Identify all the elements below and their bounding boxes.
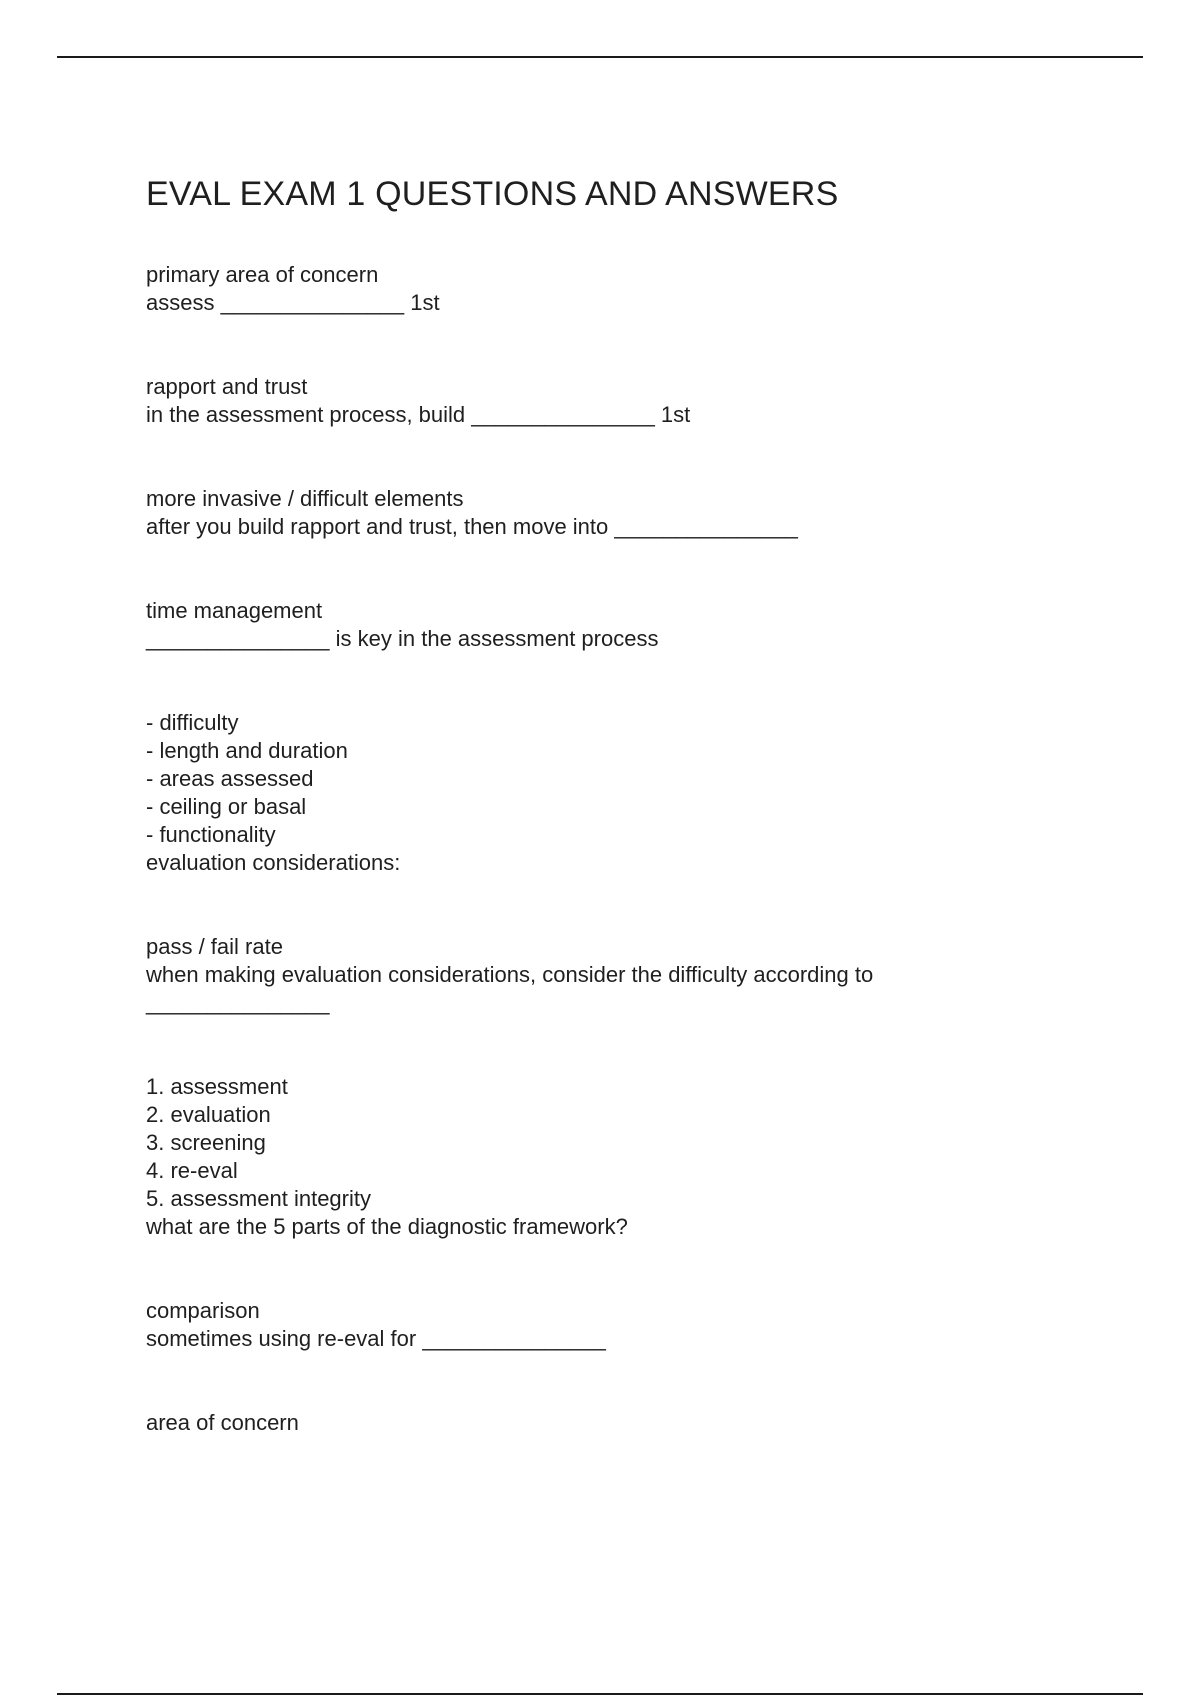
flashcard-9 [146,1409,1146,1437]
answer-line: 2. evaluation [146,1102,271,1127]
question-line: sometimes using re-eval for _______________ [146,1326,606,1351]
question-line: after you build rapport and trust, then move into _______________ [146,514,798,539]
answer-line: more invasive / difficult elements [146,486,464,511]
flashcard-1 [146,261,1146,317]
question-line: when making evaluation considerations, consider the difficulty according to _______________ [146,962,880,1015]
flashcard-7 [146,1073,1146,1241]
answer-line: - areas assessed [146,766,314,791]
question-line: assess _______________ 1st [146,290,440,315]
question-line: what are the 5 parts of the diagnostic framework? [146,1214,628,1239]
answer-line: - length and duration [146,738,348,763]
answer-line: 5. assessment integrity [146,1186,371,1211]
flashcard-6 [146,933,1146,1017]
answer-line: comparison [146,1298,260,1323]
bottom-rule [57,1693,1143,1695]
flashcard-5 [146,709,1146,877]
answer-line: area of concern [146,1410,299,1435]
answer-line: time management [146,598,323,623]
answer-line: pass / fail rate [146,934,283,959]
question-line: _______________ is key in the assessment process [146,626,659,651]
question-line: in the assessment process, build _______________ 1st [146,402,691,427]
answer-line: - functionality [146,822,276,847]
answer-line: 1. assessment [146,1074,288,1099]
answer-line: primary area of concern [146,262,379,287]
question-line: evaluation considerations: [146,850,401,875]
flashcard-8 [146,1297,1146,1353]
top-rule [57,56,1143,58]
answer-line: - difficulty [146,710,239,735]
answer-line: 4. re-eval [146,1158,238,1183]
flashcard-4 [146,597,1146,653]
answer-line: rapport and trust [146,374,308,399]
answer-line: - ceiling or basal [146,794,307,819]
document-title: EVAL EXAM 1 QUESTIONS AND ANSWERS [146,175,839,213]
flashcard-2 [146,373,1146,429]
answer-line: 3. screening [146,1130,266,1155]
document-body [146,172,1146,1437]
flashcard-3 [146,485,1146,541]
